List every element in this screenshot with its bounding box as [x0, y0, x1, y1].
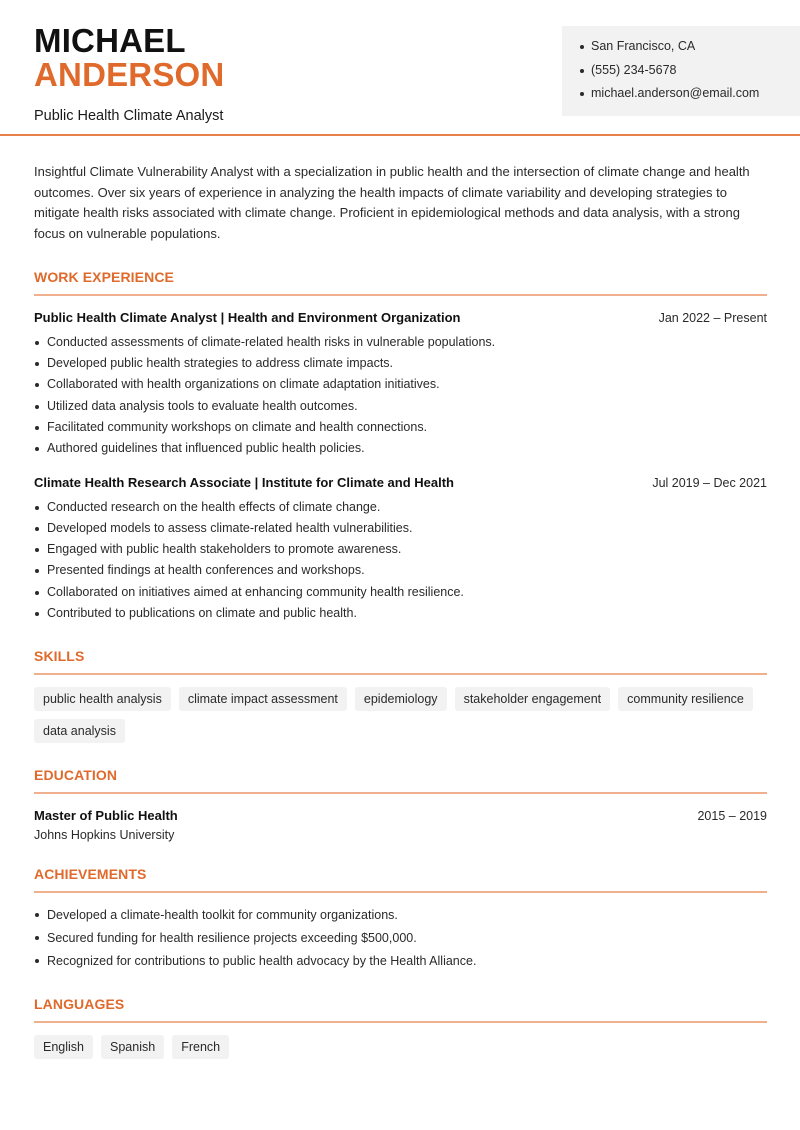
- language-tag: English: [34, 1035, 93, 1059]
- bullet-icon: [580, 92, 584, 96]
- bullet-text: Conducted research on the health effects of climate change.: [47, 499, 381, 514]
- job-bullet: [34, 560, 767, 581]
- job-bullet: [34, 396, 767, 417]
- location-text: San Francisco, CA: [591, 39, 696, 53]
- job-bullet: [34, 374, 767, 395]
- job-dates: Jul 2019 – Dec 2021: [652, 475, 767, 490]
- bullet-text: Utilized data analysis tools to evaluate health outcomes.: [47, 398, 358, 413]
- summary-paragraph: Insightful Climate Vulnerability Analyst with a specialization in public health and the intersection of climate change and health outcomes. Over six years of experience in analyzing the health impacts of climate variability and developing strategies to mitigate health risks associated with climate change. Proficient in epidemiological methods and data analysis, with a strong focus on vulnerable populations.: [34, 164, 750, 242]
- bullet-text: Presented findings at health conferences and workshops.: [47, 563, 365, 578]
- bullet-icon: [35, 426, 39, 430]
- school: Johns Hopkins University: [34, 828, 175, 843]
- bullet-text: Collaborated with health organizations on climate adaptation initiatives.: [47, 377, 440, 392]
- job-header: [34, 475, 767, 490]
- language-tag: Spanish: [101, 1035, 164, 1059]
- job-bullet: [34, 603, 767, 624]
- achievements-list: [34, 904, 767, 972]
- skill-tag: community resilience: [618, 687, 753, 711]
- section-title-skills: SKILLS: [34, 648, 767, 675]
- achievement-item: [34, 950, 767, 973]
- contact-email: [580, 86, 800, 110]
- section-title-education: EDUCATION: [34, 767, 767, 794]
- contact-box: [562, 26, 800, 116]
- bullet-icon: [35, 913, 39, 917]
- bullet-icon: [35, 447, 39, 451]
- job-bullets: [34, 332, 767, 460]
- job-bullet: [34, 353, 767, 374]
- job-header: [34, 310, 767, 325]
- job-bullet: [34, 417, 767, 438]
- education-dates: 2015 – 2019: [697, 809, 767, 824]
- bullet-text: Developed public health strategies to address climate impacts.: [47, 356, 394, 371]
- degree: Master of Public Health: [34, 808, 178, 824]
- bullet-icon: [35, 548, 39, 552]
- education-entry: [34, 808, 767, 842]
- section-title-languages: LANGUAGES: [34, 996, 767, 1023]
- email-text: michael.anderson@email.com: [591, 86, 760, 100]
- first-name: MICHAEL: [34, 22, 186, 59]
- bullet-text: Engaged with public health stakeholders to promote awareness.: [47, 542, 402, 557]
- section-title-work: WORK EXPERIENCE: [34, 269, 767, 296]
- achievement-text: Developed a climate-health toolkit for community organizations.: [47, 908, 398, 923]
- phone-text: (555) 234-5678: [591, 62, 677, 77]
- skill-tag: climate impact assessment: [179, 687, 347, 711]
- bullet-icon: [35, 383, 39, 387]
- skill-tag: stakeholder engagement: [455, 687, 611, 711]
- bullet-icon: [35, 936, 39, 940]
- achievement-text: Recognized for contributions to public health advocacy by the Health Alliance.: [47, 953, 477, 968]
- name-block: [34, 24, 224, 124]
- bullet-text: Authored guidelines that influenced public health policies.: [47, 441, 365, 456]
- contact-phone: [580, 63, 800, 87]
- bullet-icon: [35, 959, 39, 963]
- achievement-item: [34, 927, 767, 950]
- job-role: Public Health Climate Analyst | Health and Environment Organization: [34, 309, 461, 325]
- languages-list: [34, 1035, 767, 1059]
- skill-tag: epidemiology: [355, 687, 447, 711]
- bullet-text: Developed models to assess climate-related health vulnerabilities.: [47, 520, 413, 535]
- bullet-text: Collaborated on initiatives aimed at enhancing community health resilience.: [47, 584, 464, 599]
- bullet-icon: [580, 45, 584, 49]
- job-bullet: [34, 582, 767, 603]
- bullet-icon: [35, 612, 39, 616]
- bullet-icon: [35, 569, 39, 573]
- bullet-icon: [35, 362, 39, 366]
- job-bullet: [34, 332, 767, 353]
- bullet-text: Conducted assessments of climate-related health risks in vulnerable populations.: [47, 334, 496, 349]
- job-entry: [34, 310, 767, 460]
- job-title: Public Health Climate Analyst: [34, 108, 224, 124]
- job-bullet: [34, 539, 767, 560]
- skill-tag: data analysis: [34, 719, 125, 743]
- language-tag: French: [172, 1035, 229, 1059]
- resume-header: [0, 0, 800, 136]
- job-dates: Jan 2022 – Present: [658, 310, 767, 325]
- resume-body: [34, 162, 767, 1059]
- bullet-icon: [35, 527, 39, 531]
- education-header: [34, 808, 767, 823]
- achievement-text: Secured funding for health resilience projects exceeding $500,000.: [47, 931, 417, 946]
- job-role: Climate Health Research Associate | Institute for Climate and Health: [34, 474, 454, 490]
- job-entry: [34, 475, 767, 625]
- contact-location: [580, 39, 800, 63]
- bullet-icon: [580, 69, 584, 73]
- section-title-achievements: ACHIEVEMENTS: [34, 866, 767, 893]
- bullet-text: Facilitated community workshops on climate and health connections.: [47, 420, 428, 434]
- last-name: ANDERSON: [34, 56, 225, 93]
- bullet-icon: [35, 405, 39, 409]
- bullet-icon: [35, 591, 39, 595]
- job-bullet: [34, 438, 767, 459]
- job-bullets: [34, 497, 767, 625]
- bullet-icon: [35, 341, 39, 345]
- job-bullet: [34, 518, 767, 539]
- skill-tag: public health analysis: [34, 687, 171, 711]
- bullet-text: Contributed to publications on climate and public health.: [47, 606, 357, 621]
- job-bullet: [34, 497, 767, 518]
- achievement-item: [34, 904, 767, 927]
- skills-list: [34, 687, 767, 743]
- bullet-icon: [35, 506, 39, 510]
